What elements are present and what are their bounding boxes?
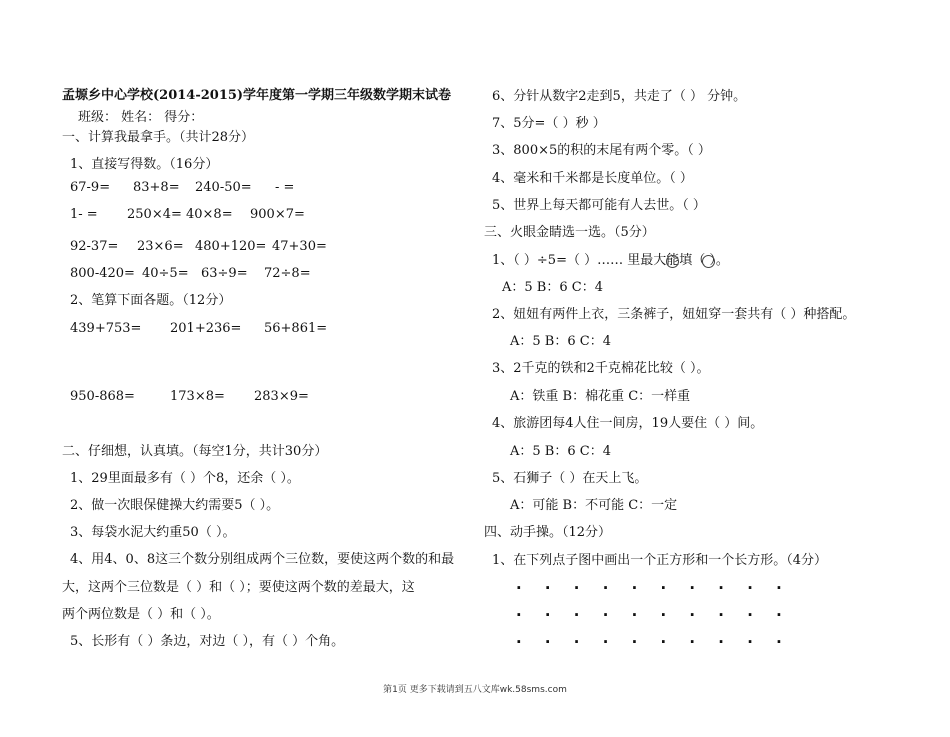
choice-question-4-options: A：5 B：6 C：4 [510, 444, 611, 459]
calc-item: 800-420= [70, 266, 135, 281]
section-3-heading: 三、火眼金睛选一选。（5分） [484, 225, 655, 240]
choice-question-5: 5、石狮子（ ）在天上飞。 [492, 471, 648, 486]
choice-question-3: 3、2千克的铁和2千克棉花比较（ ）。 [492, 361, 710, 376]
page-footer: 第1页 更多下载请到五八文库wk.58sms.com [383, 685, 567, 695]
choice-question-4: 4、旅游团每4人住一间房，19人要住（ ）间。 [492, 416, 764, 431]
calc-item: 283×9= [254, 389, 309, 404]
section-1-q1-heading: 1、直接写得数。（16分） [70, 157, 219, 172]
calc-item: 1- = [70, 207, 98, 222]
judge-question-4: 4、毫米和千米都是长度单位。（ ） [492, 171, 693, 186]
exam-title: 孟塬乡中心学校(2014-2015)学年度第一学期三年级数学期末试卷 [62, 88, 452, 103]
judge-question-5: 5、世界上每天都可能有人去世。（ ） [492, 198, 706, 213]
fill-question-4-line-2: 大，这两个三位数是（ ）和（ ）；要使这两个数的差最大，这 [62, 580, 415, 595]
calc-item: 201+236= [170, 321, 242, 336]
calc-item: 250×4= [127, 207, 182, 222]
calc-item: 63÷9= [201, 266, 248, 281]
dot-grid-row: . . . . . . . . . . [514, 628, 784, 647]
fill-question-1: 1、29里面最多有（ ）个8，还余（ ）。 [70, 471, 300, 486]
fill-question-4-line-3: 两个两位数是（ ）和（ ）。 [62, 607, 220, 622]
section-1-q2-heading: 2、笔算下面各题。（12分） [70, 293, 232, 308]
fill-question-7: 7、5分=（ ）秒 ） [492, 116, 606, 131]
choice-question-1-options: A：5 B：6 C：4 [502, 280, 603, 295]
calc-item: 72÷8= [264, 266, 311, 281]
fill-question-5: 5、长形有（ ）条边，对边（ ），有（ ）个角。 [70, 634, 345, 649]
choice-question-5-options: A：可能 B：不可能 C：一定 [510, 498, 678, 513]
choice-question-3-options: A：铁重 B：棉花重 C：一样重 [510, 389, 691, 404]
calc-item: 40×8= [186, 207, 233, 222]
section-4-heading: 四、动手操。（12分） [484, 525, 612, 540]
dot-grid-row: . . . . . . . . . . [514, 574, 784, 593]
calc-item: 900×7= [250, 207, 305, 222]
calc-item: 67-9= [70, 180, 111, 195]
fill-question-2: 2、做一次眼保健操大约需要5（ ）。 [70, 498, 280, 513]
circle-mark-icon [702, 255, 715, 268]
calc-item: 439+753= [70, 321, 142, 336]
dot-grid-row: . . . . . . . . . . [514, 601, 784, 620]
calc-item: 240-50= [195, 180, 252, 195]
section-1-heading: 一、计算我最拿手。（共计28分） [62, 130, 255, 145]
circle-mark-icon [666, 255, 679, 268]
calc-item: 56+861= [264, 321, 328, 336]
calc-item: 92-37= [70, 239, 119, 254]
calc-item: 40÷5= [142, 266, 189, 281]
calc-item: - = [275, 180, 295, 195]
fill-question-3: 3、每袋水泥大约重50（ ）。 [70, 525, 236, 540]
calc-item: 47+30= [272, 239, 327, 254]
drawing-question-1: 1、在下列点子图中画出一个正方形和一个长方形。（4分） [492, 553, 828, 568]
choice-question-2: 2、妞妞有两件上衣，三条裤子，妞妞穿一套共有（ ）种搭配。 [492, 307, 856, 322]
fill-question-4-line-1: 4、用4、0、8这三个数分别组成两个三位数，要使这两个数的和最 [70, 552, 455, 567]
student-info-line: 班级： 姓名： 得分： [78, 110, 204, 125]
calc-item: 950-868= [70, 389, 135, 404]
choice-question-1: 1、（ ）÷5=（ ）…… 里最大能填（ ）。 [492, 253, 729, 268]
calc-item: 480+120= [195, 239, 267, 254]
fill-question-6: 6、分针从数字2走到5，共走了（ ） 分钟。 [492, 89, 747, 104]
calc-item: 173×8= [170, 389, 225, 404]
choice-question-2-options: A：5 B：6 C：4 [510, 334, 611, 349]
judge-question-3: 3、800×5的积的末尾有两个零。（ ） [492, 143, 711, 158]
calc-item: 23×6= [137, 239, 184, 254]
section-2-heading: 二、仔细想，认真填。（每空1分，共计30分） [62, 444, 328, 459]
calc-item: 83+8= [133, 180, 180, 195]
